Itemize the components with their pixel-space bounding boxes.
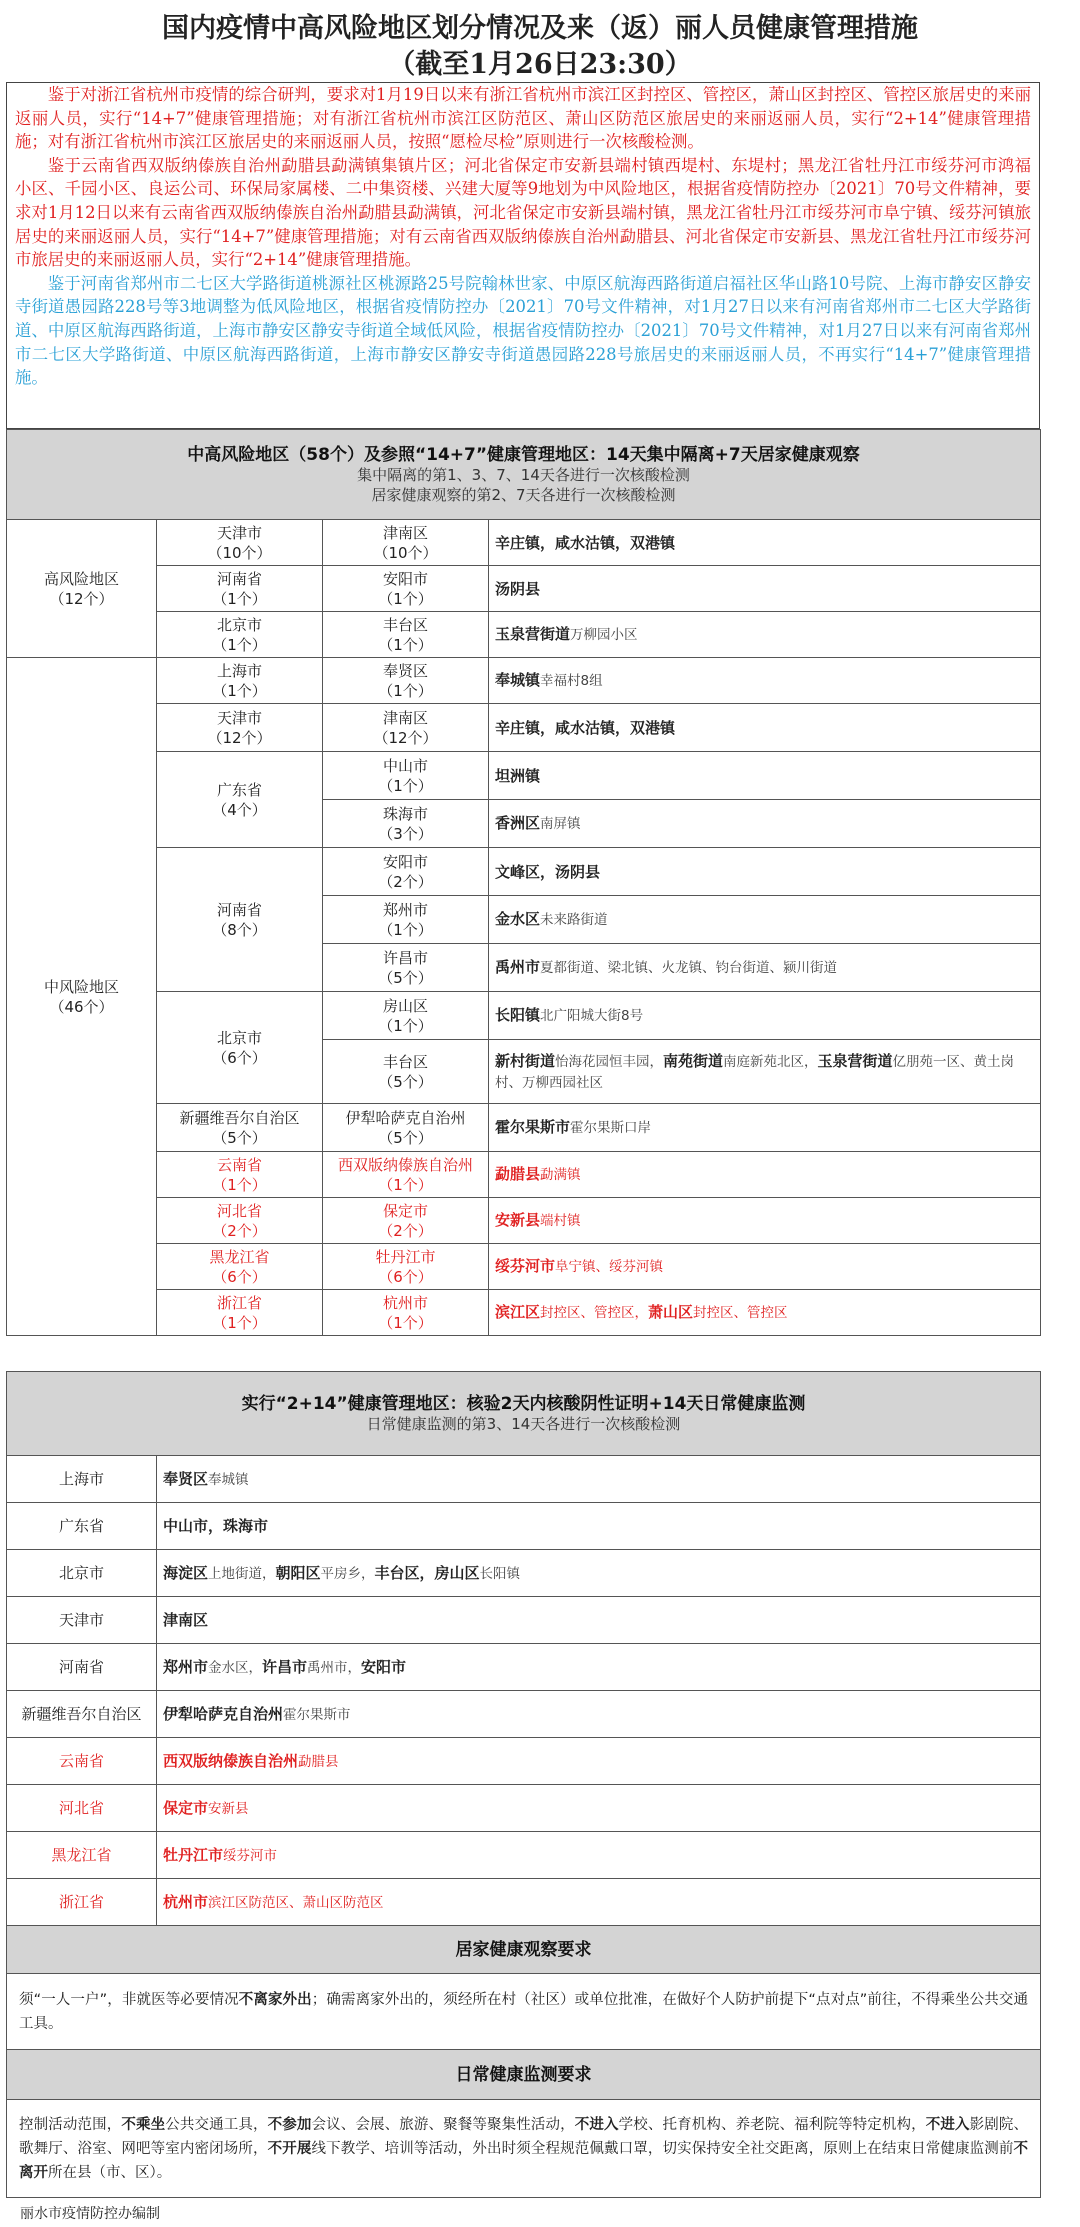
- table-row: 北京市 （6个） 房山区 （1个） 长阳镇北广阳城大街8号: [7, 992, 1041, 1040]
- table-row: 黑龙江省 （6个） 牡丹江市 （6个） 绥芬河市阜宁镇、绥芬河镇: [7, 1244, 1041, 1290]
- risk-area-table: [6, 429, 1041, 1336]
- table-row: 天津市 （12个） 津南区 （12个） 辛庄镇，咸水沽镇，双港镇: [7, 704, 1041, 752]
- table-row: 北京市 海淀区上地街道，朝阳区平房乡，丰台区，房山区长阳镇: [7, 1550, 1041, 1597]
- section-header-14-7: [7, 430, 1041, 520]
- notice-paragraph-low-risk: 鉴于河南省郑州市二七区大学路街道桃源社区桃源路25号院翰林世家、中原区航海西路街道启福社区华山路10号院、上海市静安区静安寺街道愚园路228号等3地调整为低风险地区，根据省疫情防控办〔2021〕70号文件精神，对1月27日以来有河南省郑州市二七区大学路街道、中原区航海西路街道，上海市静安区静安寺街道全域低风险，根据省疫情防控办〔2021〕70号文件精神，对1月27日以来有河南省郑州市二七区大学路街道、中原区航海西路街道，上海市静安区静安寺街道愚园路228号旅居史的来丽返丽人员，不再实行“14+7”健康管理措施。: [15, 273, 1031, 388]
- section-note: 日常健康监测的第3、14天各进行一次核酸检测: [366, 1414, 681, 1433]
- table-row: 河南省 （1个） 安阳市 （1个） 汤阴县: [7, 566, 1041, 612]
- mid-risk-label: 中风险地区 （46个）: [7, 658, 157, 1336]
- monitoring-area-table: [6, 1371, 1041, 2198]
- home-observation-text: 须“一人一户”，非就医等必要情况不离家外出；确需离家外出的，须经所在村（社区）或单位批准，在做好个人防护前提下“点对点”前往，不得乘坐公共交通工具。: [7, 1974, 1041, 2050]
- table-row: 浙江省 （1个） 杭州市 （1个） 滨江区封控区、管控区，萧山区封控区、管控区: [7, 1290, 1041, 1336]
- notice-paragraph-mid-risk: 鉴于云南省西双版纳傣族自治州勐腊县勐满镇集镇片区；河北省保定市安新县端村镇西堤村、东堤村；黑龙江省牡丹江市绥芬河市鸿福小区、千园小区、良运公司、环保局家属楼、二中集资楼、兴建大厦等9地划为中风险地区，根据省疫情防控办〔2021〕70号文件精神，要求对1月12日以来有云南省西双版纳傣族自治州勐腊县勐满镇，河北省保定市安新县端村镇，黑龙江省牡丹江市绥芬河市阜宁镇、绥芬河镇旅居史的来丽返丽人员，实行“14+7”健康管理措施；对有云南省西双版纳傣族自治州勐腊县、河北省保定市安新县、黑龙江省牡丹江市绥芬河市旅居史的来丽返丽人员，实行“2+14”健康管理措施。: [15, 155, 1031, 270]
- table-row: 许昌市 （5个） 禹州市夏都街道、梁北镇、火龙镇、钧台街道、颍川街道: [7, 944, 1041, 992]
- table-row: 上海市 奉贤区奉城镇: [7, 1456, 1041, 1503]
- page-subtitle: （截至1月26日23:30）: [388, 49, 692, 80]
- section-note: 集中隔离的第1、3、7、14天各进行一次核酸检测: [357, 465, 690, 484]
- table-row: 珠海市 （3个） 香洲区南屏镇: [7, 800, 1041, 848]
- table-row: 北京市 （1个） 丰台区 （1个） 玉泉营街道万柳园小区: [7, 612, 1041, 658]
- notice-paragraph-hangzhou: 鉴于对浙江省杭州市疫情的综合研判，要求对1月19日以来有浙江省杭州市滨江区封控区、管控区，萧山区封控区、管控区旅居史的来丽返丽人员，实行“14+7”健康管理措施；对有浙江省杭州市滨江区防范区、萧山区防范区旅居史的来丽返丽人员，实行“2+14”健康管理措施；对有浙江省杭州市滨江区旅居史的来丽返丽人员，按照“愿检尽检”原则进行一次核酸检测。: [15, 85, 1031, 152]
- footer-credit: 丽水市疫情防控办编制: [20, 2206, 160, 2222]
- table-row: 郑州市 （1个） 金水区未来路街道: [7, 896, 1041, 944]
- daily-monitoring-text: 控制活动范围，不乘坐公共交通工具，不参加会议、会展、旅游、聚餐等聚集性活动，不进入学校、托育机构、养老院、福利院等特定机构，不进入影剧院、歌舞厅、浴室、网吧等室内密闭场所，不开展线下教学、培训等活动，外出时须全程规范佩戴口罩，切实保持安全社交距离，原则上在结束日常健康监测前不离开所在县（市、区）。: [7, 2100, 1041, 2198]
- table-row: 河北省 保定市安新县: [7, 1785, 1041, 1832]
- table-row: 云南省 西双版纳傣族自治州勐腊县: [7, 1738, 1041, 1785]
- high-risk-label: 高风险地区 （12个）: [7, 520, 157, 658]
- table-row: 河南省 （8个） 安阳市 （2个） 文峰区，汤阴县: [7, 848, 1041, 896]
- table-row: 浙江省 杭州市滨江区防范区、萧山区防范区: [7, 1879, 1041, 1926]
- table-row: 天津市 津南区: [7, 1597, 1041, 1644]
- table-row: 丰台区 （5个） 新村街道怡海花园恒丰园，南苑街道南庭新苑北区，玉泉营街道亿朋苑一区、黄土岗村、万柳西园社区: [7, 1040, 1041, 1104]
- daily-monitoring-header: 日常健康监测要求: [7, 2050, 1041, 2100]
- section-note: 居家健康观察的第2、7天各进行一次核酸检测: [371, 485, 676, 504]
- home-observation-header: 居家健康观察要求: [7, 1926, 1041, 1974]
- table-row: 高风险地区 （12个） 天津市 （10个） 津南区 （10个） 辛庄镇，咸水沽镇，双港镇: [7, 520, 1041, 566]
- table-row: 广东省 中山市，珠海市: [7, 1503, 1041, 1550]
- table-row: 新疆维吾尔自治区 （5个） 伊犁哈萨克自治州 （5个） 霍尔果斯市霍尔果斯口岸: [7, 1104, 1041, 1152]
- table-row: 新疆维吾尔自治区 伊犁哈萨克自治州霍尔果斯市: [7, 1691, 1041, 1738]
- table-row: 云南省 （1个） 西双版纳傣族自治州 （1个） 勐腊县勐满镇: [7, 1152, 1041, 1198]
- table-row: 河南省 郑州市金水区，许昌市禹州市，安阳市: [7, 1644, 1041, 1691]
- table-row: 中风险地区 （46个） 上海市 （1个） 奉贤区 （1个） 奉城镇幸福村8组: [7, 658, 1041, 704]
- section-header-2-14: [7, 1372, 1041, 1456]
- page-title: 国内疫情中高风险地区划分情况及来（返）丽人员健康管理措施: [162, 13, 918, 44]
- notice-box: [6, 82, 1040, 429]
- table-row: 黑龙江省 牡丹江市绥芬河市: [7, 1832, 1041, 1879]
- section-heading: 实行“2+14”健康管理地区：核验2天内核酸阴性证明+14天日常健康监测: [241, 1393, 806, 1414]
- section-heading: 中高风险地区（58个）及参照“14+7”健康管理地区：14天集中隔离+7天居家健康观察: [187, 444, 860, 465]
- table-row: 河北省 （2个） 保定市 （2个） 安新县端村镇: [7, 1198, 1041, 1244]
- table-row: 广东省 （4个） 中山市 （1个） 坦洲镇: [7, 752, 1041, 800]
